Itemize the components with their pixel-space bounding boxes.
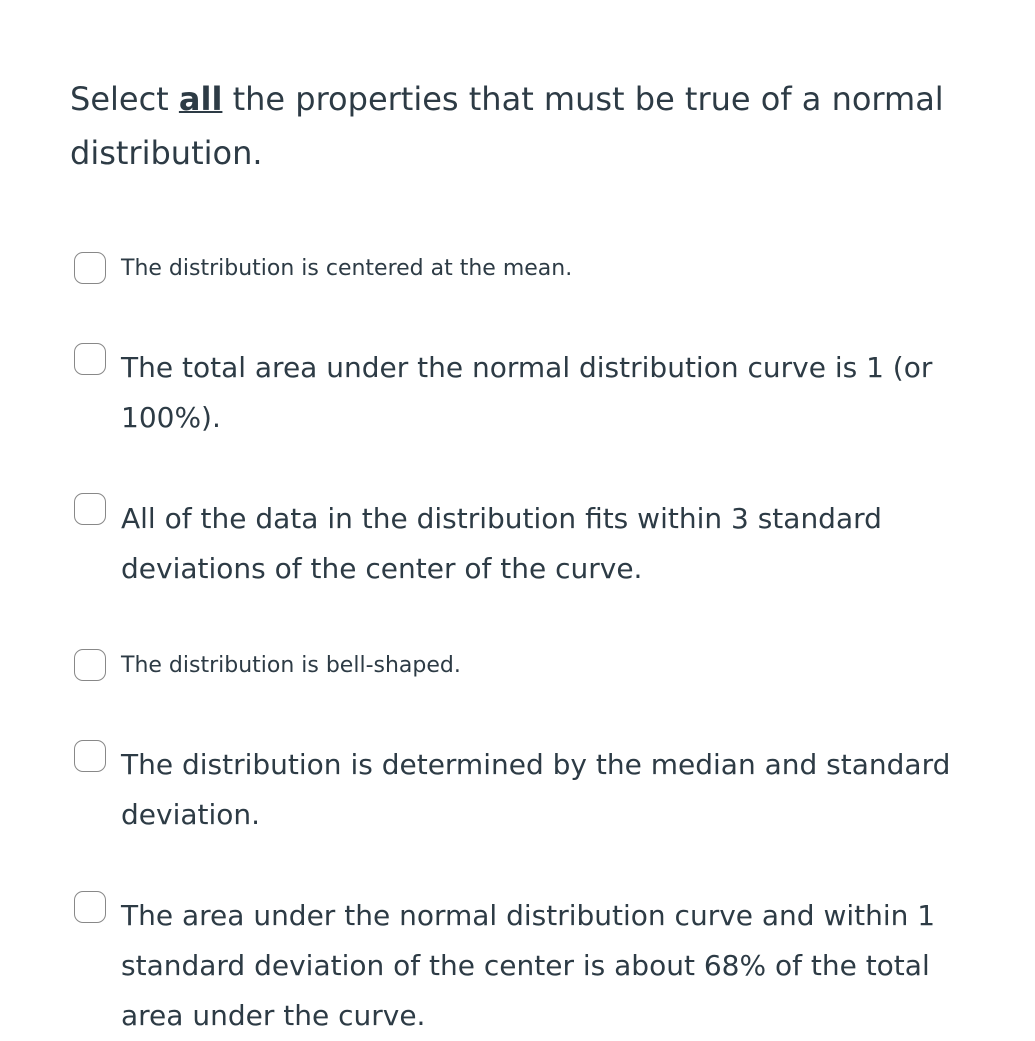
checkbox[interactable] — [74, 252, 106, 284]
checkbox[interactable] — [74, 649, 106, 681]
checkbox[interactable] — [74, 740, 106, 772]
question-emphasis: all — [178, 80, 223, 118]
option-label[interactable]: The distribution is bell-shaped. — [121, 653, 461, 678]
option-label[interactable]: The distribution is centered at the mean. — [121, 256, 573, 281]
option-label[interactable]: All of the data in the distribution fits within 3 standard deviations of the center of the curve. — [121, 502, 882, 585]
question-suffix: the properties that must be true of a normal distribution. — [70, 80, 944, 172]
option-label[interactable]: The total area under the normal distribution curve is 1 (or 100%). — [121, 351, 933, 434]
option-label[interactable]: The distribution is determined by the median and standard deviation. — [121, 748, 951, 831]
question-text — [70, 72, 990, 180]
option-label[interactable]: The area under the normal distribution curve and within 1 standard deviation of the center is about 68% of the total area under the curve. — [121, 899, 936, 1032]
question-prefix: Select — [70, 80, 179, 118]
checkbox[interactable] — [74, 343, 106, 375]
checkbox[interactable] — [74, 891, 106, 923]
checkbox[interactable] — [74, 493, 106, 525]
